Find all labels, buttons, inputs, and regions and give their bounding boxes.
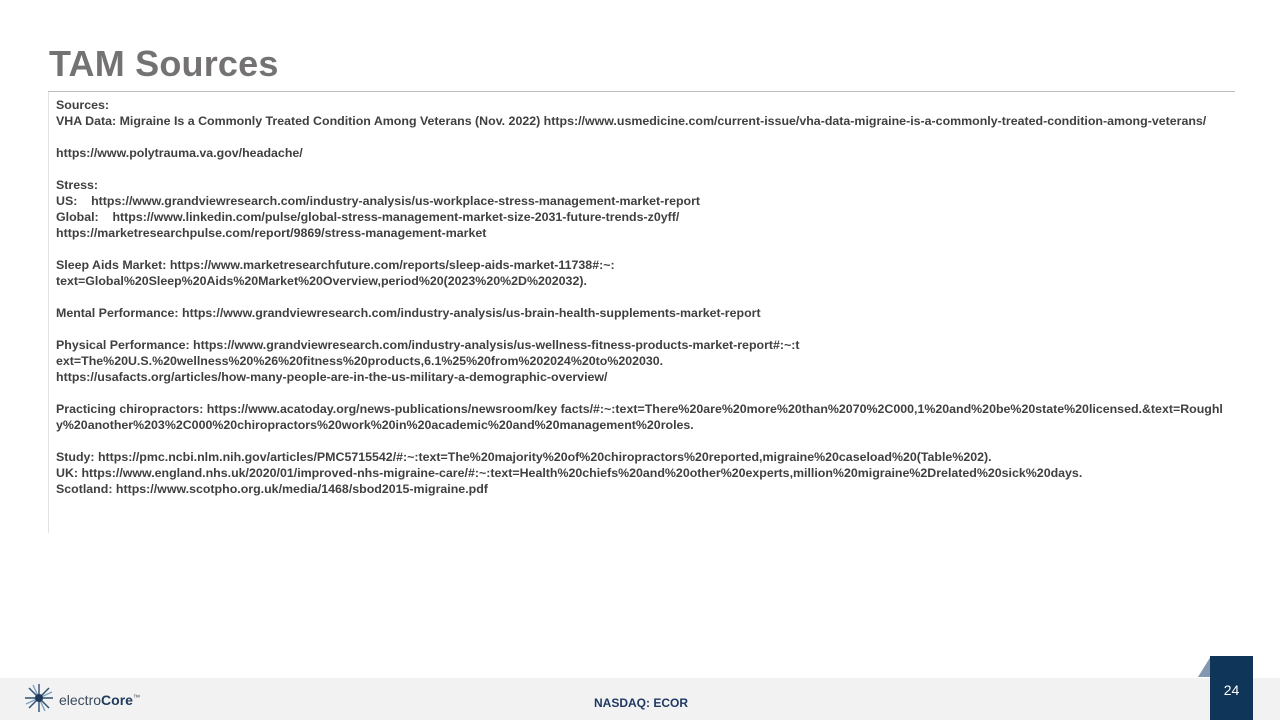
source-sleep-aids: Sleep Aids Market: https://www.marketresearchfuture.com/reports/sleep-aids-market-11738#:~:text=Global%20Sleep%20Aids%20Market%20Overview,period%20(2023%20%2D%202032). <box>56 258 615 288</box>
source-stress-global: Global: https://www.linkedin.com/pulse/global-stress-management-market-size-2031-future-trends-z0yff/ <box>56 210 680 224</box>
slide-title: TAM Sources <box>49 43 279 84</box>
sources-text-block <box>56 97 1226 497</box>
source-stress-us: US: https://www.grandviewresearch.com/industry-analysis/us-workplace-stress-management-market-report <box>56 194 701 208</box>
logo-text-light: electro <box>59 692 102 708</box>
source-mental-performance: Mental Performance: https://www.grandviewresearch.com/industry-analysis/us-brain-health-supplements-market-report <box>56 306 761 320</box>
source-vha: VHA Data: Migraine Is a Commonly Treated Condition Among Veterans (Nov. 2022) https://www.usmedicine.com/current-issue/vha-data-migraine-is-a-commonly-treated-condition-among-veterans/ <box>56 114 1207 128</box>
page-number-box <box>1210 656 1253 720</box>
content-left-border <box>48 92 49 533</box>
electrocore-starburst-icon <box>23 682 55 719</box>
title-divider <box>48 91 1235 92</box>
source-uk: UK: https://www.england.nhs.uk/2020/01/improved-nhs-migraine-care/#:~:text=Health%20chiefs%20and%20other%20experts,million%20migraine%2Drelated%20sick%20days. <box>56 466 1083 480</box>
ticker-symbol: NASDAQ: ECOR <box>594 696 689 710</box>
company-logo <box>23 684 140 716</box>
stress-heading: Stress: <box>56 178 99 192</box>
source-chiropractors: Practicing chiropractors: https://www.acatoday.org/news-publications/newsroom/key facts/#:~:text=There%20are%20more%20than%2070%2C000,1%20and%20be%20state%20licensed.&text=Roughly%20another%203%2C000%20chiropractors%20work%20in%20academic%20and%20management%20roles. <box>56 402 1223 432</box>
logo-trademark: ™ <box>132 694 140 702</box>
sources-heading: Sources: <box>56 98 110 112</box>
source-study: Study: https://pmc.ncbi.nlm.nih.gov/articles/PMC5715542/#:~:text=The%20majority%20of%20chiropractors%20reported,migraine%20caseload%20(Table%202). <box>56 450 992 464</box>
logo-text-bold: Core <box>101 692 133 708</box>
page-number: 24 <box>1223 682 1240 698</box>
source-usafacts: https://usafacts.org/articles/how-many-people-are-in-the-us-military-a-demographic-overview/ <box>56 370 608 384</box>
source-stress-pulse: https://marketresearchpulse.com/report/9869/stress-management-market <box>56 226 487 240</box>
source-physical-performance: Physical Performance: https://www.grandviewresearch.com/industry-analysis/us-wellness-fitness-products-market-report#:~:text=The%20U.S.%20wellness%20%26%20fitness%20products,6.1%25%20from%202024%20to%202030. <box>56 338 800 368</box>
source-scotland: Scotland: https://www.scotpho.org.uk/media/1468/sbod2015-migraine.pdf <box>56 482 488 496</box>
source-polytrauma: https://www.polytrauma.va.gov/headache/ <box>56 146 303 160</box>
